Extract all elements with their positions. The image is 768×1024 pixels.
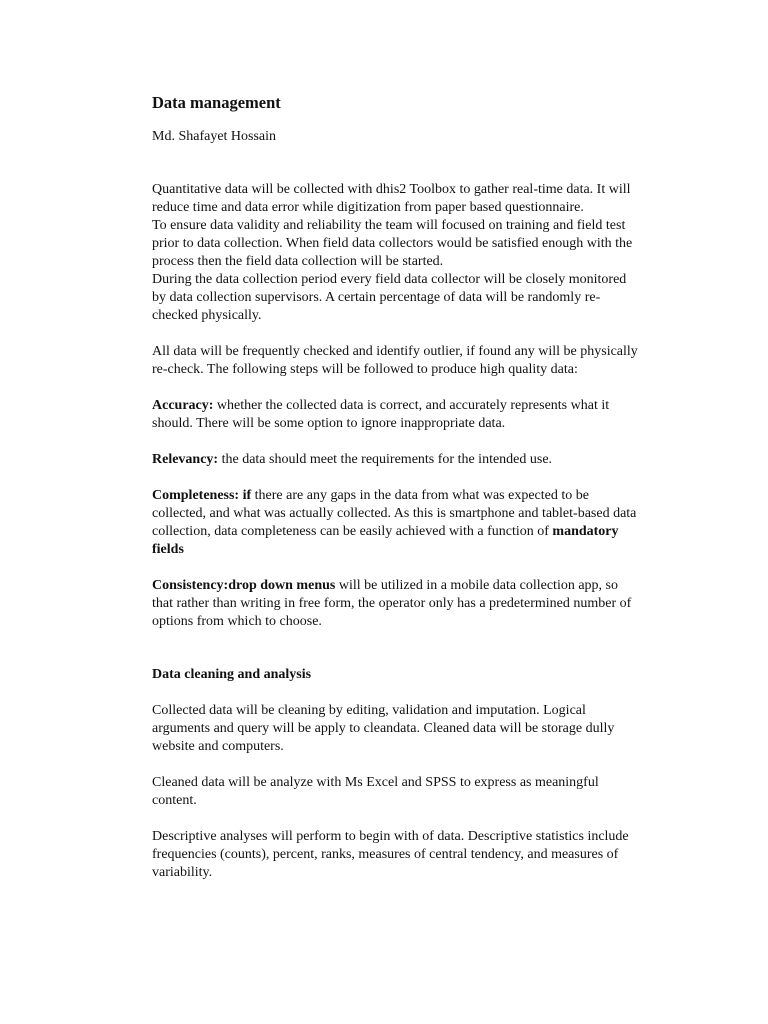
text-line: process then the field data collection will be started. [152, 254, 444, 269]
quality-paragraph [152, 343, 692, 379]
text-line: During the data collection period every field data collector will be closely monitored [152, 272, 627, 287]
consistency-paragraph [152, 577, 692, 631]
text-line: website and computers. [152, 739, 284, 754]
bold-term: mandatory [552, 524, 619, 539]
intro-paragraph [152, 181, 692, 325]
text-line: To ensure data validity and reliability the team will focused on training and field test [152, 218, 626, 233]
relevancy-label: Relevancy: [152, 452, 219, 467]
text-line: checked physically. [152, 308, 262, 323]
cleaning-paragraph [152, 702, 692, 756]
text-line: should. There will be some option to ignore inappropriate data. [152, 416, 506, 431]
text-line: Descriptive analyses will perform to begin with of data. Descriptive statistics include [152, 829, 629, 844]
text-line: options from which to choose. [152, 614, 322, 629]
text-line: Quantitative data will be collected with dhis2 Toolbox to gather real-time data. It will [152, 182, 631, 197]
text-line: prior to data collection. When field data collectors would be satisfied enough with the [152, 236, 633, 251]
text-segment: there are any gaps in the data from what was expected to be [251, 488, 589, 503]
text-segment: whether the collected data is correct, and accurately represents what it [213, 398, 610, 413]
bold-term: fields [152, 542, 184, 557]
text-line: All data will be frequently checked and identify outlier, if found any will be physically [152, 344, 638, 359]
text-line: content. [152, 793, 197, 808]
text-segment: the data should meet the requirements for the intended use. [218, 452, 553, 467]
consistency-label: Consistency:drop down menus [152, 578, 336, 593]
text-line: re-check. The following steps will be followed to produce high quality data: [152, 362, 578, 377]
text-segment: collection, data completeness can be easily achieved with a function of [152, 524, 553, 539]
accuracy-paragraph [152, 397, 692, 433]
text-line: reduce time and data error while digitization from paper based questionnaire. [152, 200, 584, 215]
page-title: Data management [152, 93, 281, 112]
text-line: variability. [152, 865, 213, 880]
document-page [152, 90, 692, 882]
text-line: Collected data will be cleaning by editing, validation and imputation. Logical [152, 703, 586, 718]
author-name: Md. Shafayet Hossain [152, 129, 277, 144]
text-line: by data collection supervisors. A certain percentage of data will be randomly re- [152, 290, 601, 305]
analyze-paragraph [152, 774, 692, 810]
text-line: Cleaned data will be analyze with Ms Excel and SPSS to express as meaningful [152, 775, 599, 790]
completeness-paragraph [152, 487, 692, 559]
text-line: frequencies (counts), percent, ranks, measures of central tendency, and measures of [152, 847, 619, 862]
text-line: that rather than writing in free form, the operator only has a predetermined number of [152, 596, 632, 611]
descriptive-paragraph [152, 828, 692, 882]
completeness-label: Completeness: if [152, 488, 252, 503]
cleaning-heading: Data cleaning and analysis [152, 667, 312, 682]
text-line: arguments and query will be apply to cleandata. Cleaned data will be storage dully [152, 721, 615, 736]
section-heading [152, 666, 692, 684]
accuracy-label: Accuracy: [152, 398, 214, 413]
text-line: collected, and what was actually collected. As this is smartphone and tablet-based data [152, 506, 637, 521]
text-segment: will be utilized in a mobile data collection app, so [335, 578, 618, 593]
relevancy-paragraph [152, 451, 692, 469]
